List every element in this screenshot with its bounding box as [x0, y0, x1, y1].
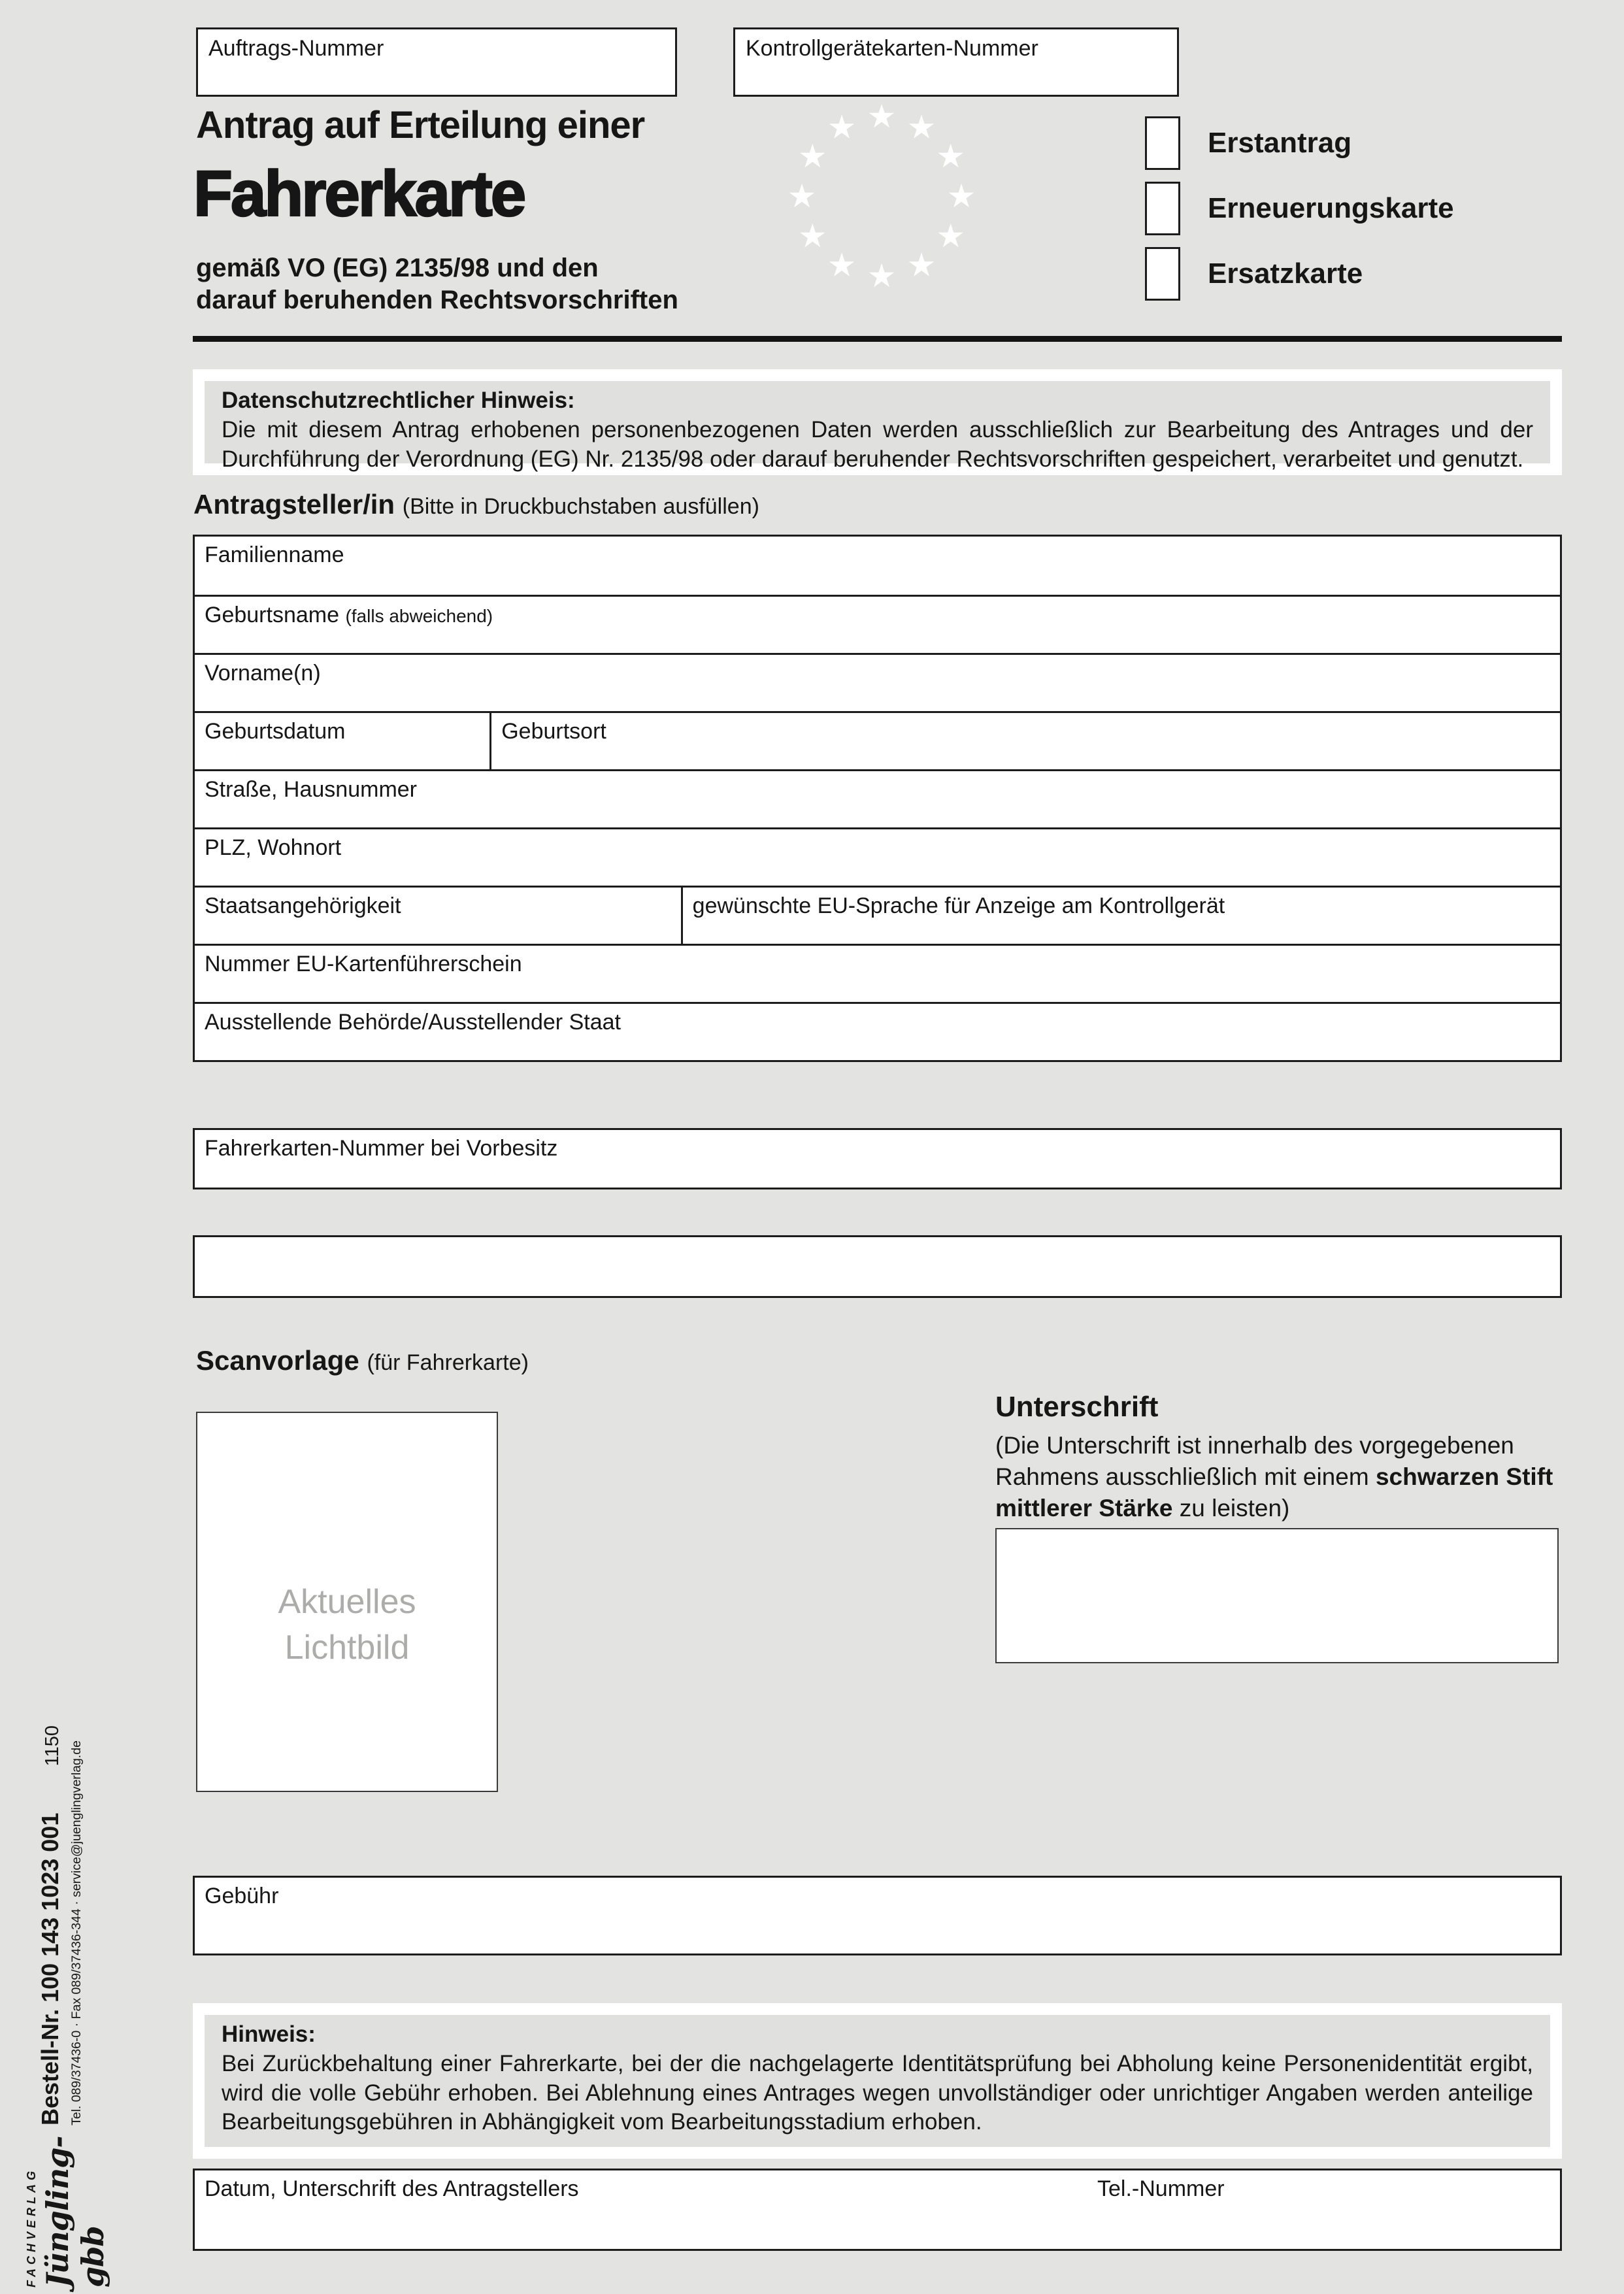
photo-upload-area[interactable] [196, 1412, 498, 1792]
gebuehr-field[interactable] [193, 1876, 1562, 1955]
form-title-main: Fahrerkarte [193, 158, 525, 229]
applicant-fields-table [193, 535, 1562, 1062]
signature-note-post: zu leisten) [1172, 1495, 1290, 1522]
geburtsname-field[interactable] [195, 597, 1560, 653]
behoerde-label: Ausstellende Behörde/Ausstellender Staat [205, 1010, 621, 1035]
signature-heading: Unterschrift [995, 1391, 1159, 1423]
behoerde-field[interactable] [195, 1004, 1560, 1060]
eu-star-icon: ★ [867, 258, 897, 294]
table-row [195, 769, 1560, 827]
signature-instructions [995, 1430, 1565, 1524]
hinweis-heading: Hinweis: [222, 2021, 316, 2047]
form-title-line1: Antrag auf Erteilung einer [196, 104, 645, 146]
signature-note-pre: (Die Unterschrift ist innerhalb des vorgegebenen Rahmens ausschließlich mit einem [995, 1432, 1514, 1491]
eu-kartenfuehrerschein-field[interactable] [195, 946, 1560, 1002]
datum-unterschrift-field[interactable] [193, 2169, 1562, 2251]
eu-star-icon: ★ [867, 98, 897, 135]
plz-wohnort-field[interactable] [195, 829, 1560, 886]
geburtsdatum-label: Geburtsdatum [205, 719, 346, 744]
unlabeled-extra-field[interactable] [193, 1235, 1562, 1298]
eu-sprache-field[interactable] [681, 888, 1560, 944]
publisher-type-text: FACHVERLAG [25, 2167, 38, 2287]
geburtsort-field[interactable] [489, 713, 1560, 769]
gebuehr-label: Gebühr [205, 1884, 279, 1908]
hinweis-notice-panel [205, 2015, 1550, 2147]
order-number-field[interactable] [196, 27, 677, 97]
eu-star-icon: ★ [797, 218, 827, 254]
eu-star-icon: ★ [827, 108, 857, 146]
hinweis-notice [193, 2003, 1562, 2159]
checkbox-erstantrag[interactable] [1145, 116, 1180, 170]
sidebar-order-info [37, 1725, 84, 2125]
eu-star-icon: ★ [827, 246, 857, 284]
application-type-row-erstantrag [1145, 116, 1351, 170]
applicant-heading-text: Antragsteller/in [193, 489, 395, 520]
scan-heading-note: (für Fahrerkarte) [367, 1350, 529, 1375]
header-divider [193, 336, 1562, 342]
order-number-label: Auftrags-Nummer [208, 36, 384, 61]
table-row [195, 537, 1560, 595]
eu-star-icon: ★ [936, 138, 966, 175]
staatsangehoerigkeit-label: Staatsangehörigkeit [205, 893, 401, 918]
signature-box[interactable] [995, 1528, 1559, 1663]
publisher-logo [25, 2118, 110, 2287]
publisher-name-text: Jüngling-gbb [40, 2136, 110, 2287]
fahrerkarten-nummer-label: Fahrerkarten-Nummer bei Vorbesitz [205, 1136, 558, 1161]
eu-star-icon: ★ [936, 218, 966, 254]
checkbox-erneuerungskarte-label: Erneuerungskarte [1208, 192, 1454, 224]
applicant-heading-note: (Bitte in Druckbuchstaben ausfüllen) [402, 494, 759, 519]
control-device-card-number-label: Kontrollgerätekarten-Nummer [746, 36, 1038, 61]
eu-star-icon: ★ [906, 108, 936, 146]
table-row [195, 827, 1560, 886]
geburtsdatum-field[interactable] [195, 713, 489, 769]
scan-section-heading [196, 1345, 529, 1376]
checkbox-erstantrag-label: Erstantrag [1208, 127, 1352, 159]
strasse-label: Straße, Hausnummer [205, 777, 417, 802]
datum-unterschrift-label: Datum, Unterschrift des Antragstellers [205, 2176, 579, 2201]
photo-placeholder-text: Aktuelles Lichtbild [278, 1582, 416, 1667]
table-row [195, 653, 1560, 711]
table-row [195, 1002, 1560, 1060]
application-type-row-ersatzkarte [1145, 247, 1363, 301]
checkbox-erneuerungskarte[interactable] [1145, 182, 1180, 235]
privacy-notice [193, 369, 1562, 475]
strasse-field[interactable] [195, 771, 1560, 827]
geburtsort-label: Geburtsort [501, 719, 606, 744]
applicant-section-heading [193, 489, 759, 520]
control-device-card-number-field[interactable] [733, 27, 1179, 97]
application-type-row-erneuerungskarte [1145, 182, 1454, 235]
checkbox-ersatzkarte[interactable] [1145, 247, 1180, 301]
eu-stars-emblem [784, 98, 980, 294]
form-subtitle-line2: darauf beruhenden Rechtsvorschriften [196, 285, 678, 314]
vorname-field[interactable] [195, 655, 1560, 711]
order-number-text: Bestell-Nr. 100 143 1023 001 [37, 1812, 63, 2125]
signature-note-bold: schwarzen Stift mittlerer Stärke [995, 1463, 1553, 1522]
privacy-notice-heading: Datenschutzrechtlicher Hinweis: [222, 388, 575, 413]
familienname-field[interactable] [195, 537, 1560, 595]
scan-heading-text: Scanvorlage [196, 1345, 359, 1376]
plz-wohnort-label: PLZ, Wohnort [205, 835, 342, 860]
geburtsname-label: Geburtsname [205, 603, 339, 627]
tel-nummer-label: Tel.-Nummer [1097, 2176, 1225, 2201]
table-row [195, 711, 1560, 769]
privacy-notice-panel [205, 381, 1550, 472]
hinweis-body: Bei Zurückbehaltung einer Fahrerkarte, bei der die nachgelagerte Identitätsprüfung bei Abholung keine Personenidentität ergibt, wird die volle Gebühr erhoben. Bei Ablehnung eines Antrages wegen unvollständiger oder unrichtiger Angaben werden anteilige Bearbeitungsgebühren in Abhängigkeit vom Bearbeitungsstadium erhoben. [222, 2050, 1533, 2135]
eu-star-icon: ★ [797, 138, 827, 175]
form-subtitle [196, 252, 678, 316]
table-row [195, 944, 1560, 1002]
geburtsname-note: (falls abweichend) [345, 606, 493, 626]
eu-star-icon: ★ [946, 178, 976, 214]
form-code: 1150 [42, 1725, 63, 1767]
eu-star-icon: ★ [906, 246, 936, 284]
form-subtitle-line1: gemäß VO (EG) 2135/98 und den [196, 254, 599, 282]
publisher-contact: Tel. 089/37436-0 · Fax 089/37436-344 · service@juenglingverlag.de [69, 1740, 84, 2125]
eu-sprache-label: gewünschte EU-Sprache für Anzeige am Kontrollgerät [692, 893, 1225, 918]
eu-star-icon: ★ [787, 178, 817, 214]
fahrerkarten-nummer-field[interactable] [193, 1128, 1562, 1189]
checkbox-ersatzkarte-label: Ersatzkarte [1208, 258, 1363, 290]
staatsangehoerigkeit-field[interactable] [195, 888, 681, 944]
vorname-label: Vorname(n) [205, 661, 321, 686]
table-row [195, 595, 1560, 653]
table-row [195, 886, 1560, 944]
familienname-label: Familienname [205, 542, 344, 567]
privacy-notice-body: Die mit diesem Antrag erhobenen personenbezogenen Daten werden ausschließlich zur Bearbeitung des Antrages und der Durchführung der Verordnung (EG) Nr. 2135/98 oder darauf beruhender Rechtsvorschriften gespeichert, verarbeitet und genutzt. [222, 416, 1533, 472]
eu-kartenfuehrerschein-label: Nummer EU-Kartenführerschein [205, 952, 522, 976]
